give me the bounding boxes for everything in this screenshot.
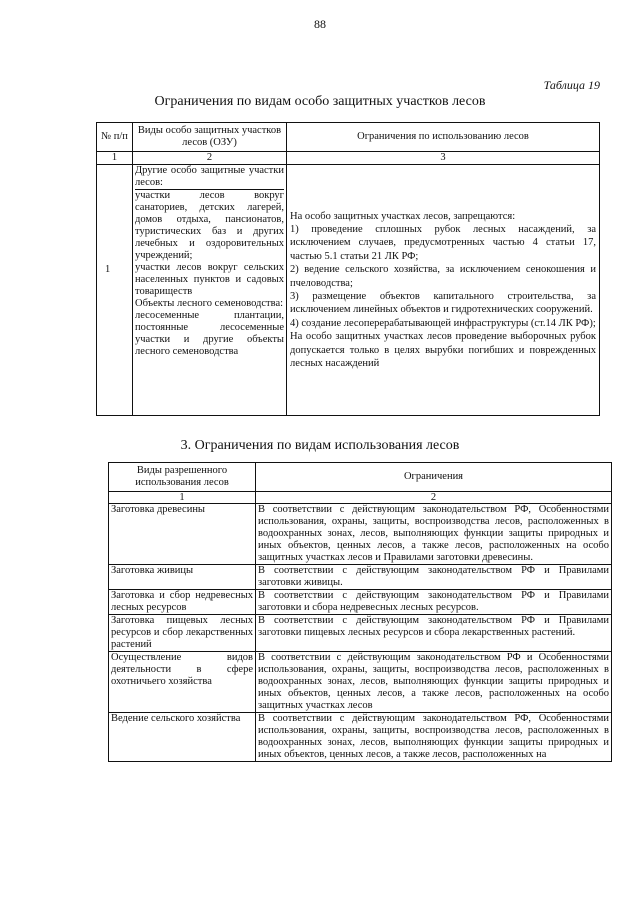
table-row <box>109 652 612 713</box>
table-row <box>109 590 612 615</box>
use-type-cell: Заготовка древесины <box>109 504 256 565</box>
use-type-cell: Заготовка пищевых лесных ресурсов и сбор лекарственных растений <box>109 615 256 652</box>
limit-cell: В соответствии с действующим законодательством РФ и Особенностями использования, охраны, защиты, воспроизводства лесов, расположенных в водоохранных зонах, лесов, выполняющих функции защиты природных и иных объектов, ценных лесов, а также лесов, расположенных на особо защитных участках лесов <box>256 652 612 713</box>
limit-cell: В соответствии с действующим законодательством РФ, Особенностями использования, охраны, защиты, воспроизводства лесов, расположенных в водоохранных зонах, лесов, выполняющих функции защиты природных и иных объектов, ценных лесов, а также лесов, расположенных на <box>256 713 612 762</box>
table1-title: Ограничения по видам особо защитных участков лесов <box>154 94 486 109</box>
area-type-item: лесосеменные плантации, постоянные лесосеменные участки и другие объекты лесного семеноводства <box>135 310 284 357</box>
restrictions-cell <box>287 165 600 416</box>
limit-cell: В соответствии с действующим законодательством РФ и Правилами заготовки и сбора недревесных лесных ресурсов. <box>256 590 612 615</box>
limit-cell: В соответствии с действующим законодательством РФ и Правилами заготовки живицы. <box>256 565 612 590</box>
restriction-item: 1) проведение сплошных рубок лесных насаждений, за исключением случаев, предусмотренных частью 4 статьи 17, частью 5.1 статьи 21 ЛК РФ; <box>290 223 596 262</box>
col-number-2: 2 <box>133 152 287 165</box>
column-number-row <box>97 152 600 165</box>
header-area-types: Виды особо защитных участков лесов (ОЗУ) <box>133 123 287 152</box>
header-restrictions: Ограничения по использованию лесов <box>287 123 600 152</box>
use-type-cell: Заготовка живицы <box>109 565 256 590</box>
header-number: № п/п <box>97 123 133 152</box>
restriction-item: 3) размещение объектов капитального строительства, за исключением линейных объектов и гидротехнических сооружений. <box>290 291 596 316</box>
area-type-item: участки лесов вокруг сельских населенных пунктов и садовых товариществ <box>135 262 284 297</box>
area-type-item: участки лесов вокруг санаториев, детских лагерей, домов отдыха, пансионатов, туристических баз и других лечебных и оздоровительных учреждений; <box>135 190 284 261</box>
limit-cell: В соответствии с действующим законодательством РФ и Правилами заготовки пищевых лесных ресурсов и сбора лекарственных растений. <box>256 615 612 652</box>
restriction-item: 2) ведение сельского хозяйства, за исключением сенокошения и пчеловодства; <box>290 264 596 289</box>
use-type-cell: Заготовка и сбор недревесных лесных ресурсов <box>109 590 256 615</box>
restriction-item: На особо защитных участках лесов проведение выборочных рубок допускается только в целях вырубки погибших и поврежденных лесных насаждений <box>290 331 596 370</box>
restriction-item: 4) создание лесоперерабатывающей инфраструктуры (ст.14 ЛК РФ); <box>290 317 596 329</box>
restriction-item: На особо защитных участках лесов, запрещаются: <box>290 210 516 222</box>
column-number-row <box>109 492 612 504</box>
area-type-item: Другие особо защитные участки лесов: <box>135 165 284 188</box>
limit-cell: В соответствии с действующим законодательством РФ, Особенностями использования, охраны, защиты, воспроизводства лесов, расположенных в водоохранных зонах, лесов, выполняющих функции защиты природных и иных объектов, ценных лесов, а также лесов, расположенных на особо защитных участках лесов и Правилами заготовки древесины. <box>256 504 612 565</box>
table-row <box>109 615 612 652</box>
protective-areas-table <box>96 122 600 416</box>
col-number-1: 1 <box>97 152 133 165</box>
use-type-cell: Ведение сельского хозяйства <box>109 713 256 762</box>
col-number-3: 3 <box>287 152 600 165</box>
header-limits: Ограничения <box>256 463 612 492</box>
table-row <box>109 713 612 762</box>
area-types-cell <box>133 165 287 416</box>
table-row <box>109 504 612 565</box>
table-caption: Таблица 19 <box>543 78 600 92</box>
table-header-row <box>109 463 612 492</box>
use-type-cell: Осуществление видов деятельности в сфере охотничьего хозяйства <box>109 652 256 713</box>
table-row <box>97 165 600 416</box>
row-number: 1 <box>97 165 133 416</box>
col-number-2: 2 <box>256 492 612 504</box>
forest-use-table <box>108 462 612 762</box>
col-number-1: 1 <box>109 492 256 504</box>
table-row <box>109 565 612 590</box>
table-header-row <box>97 123 600 152</box>
page-number: 88 <box>314 17 326 31</box>
area-type-item: Объекты лесного семеноводства: <box>135 298 284 309</box>
section-title: 3. Ограничения по видам использования лесов <box>180 438 460 453</box>
header-use-types: Виды разрешенного использования лесов <box>109 463 256 492</box>
